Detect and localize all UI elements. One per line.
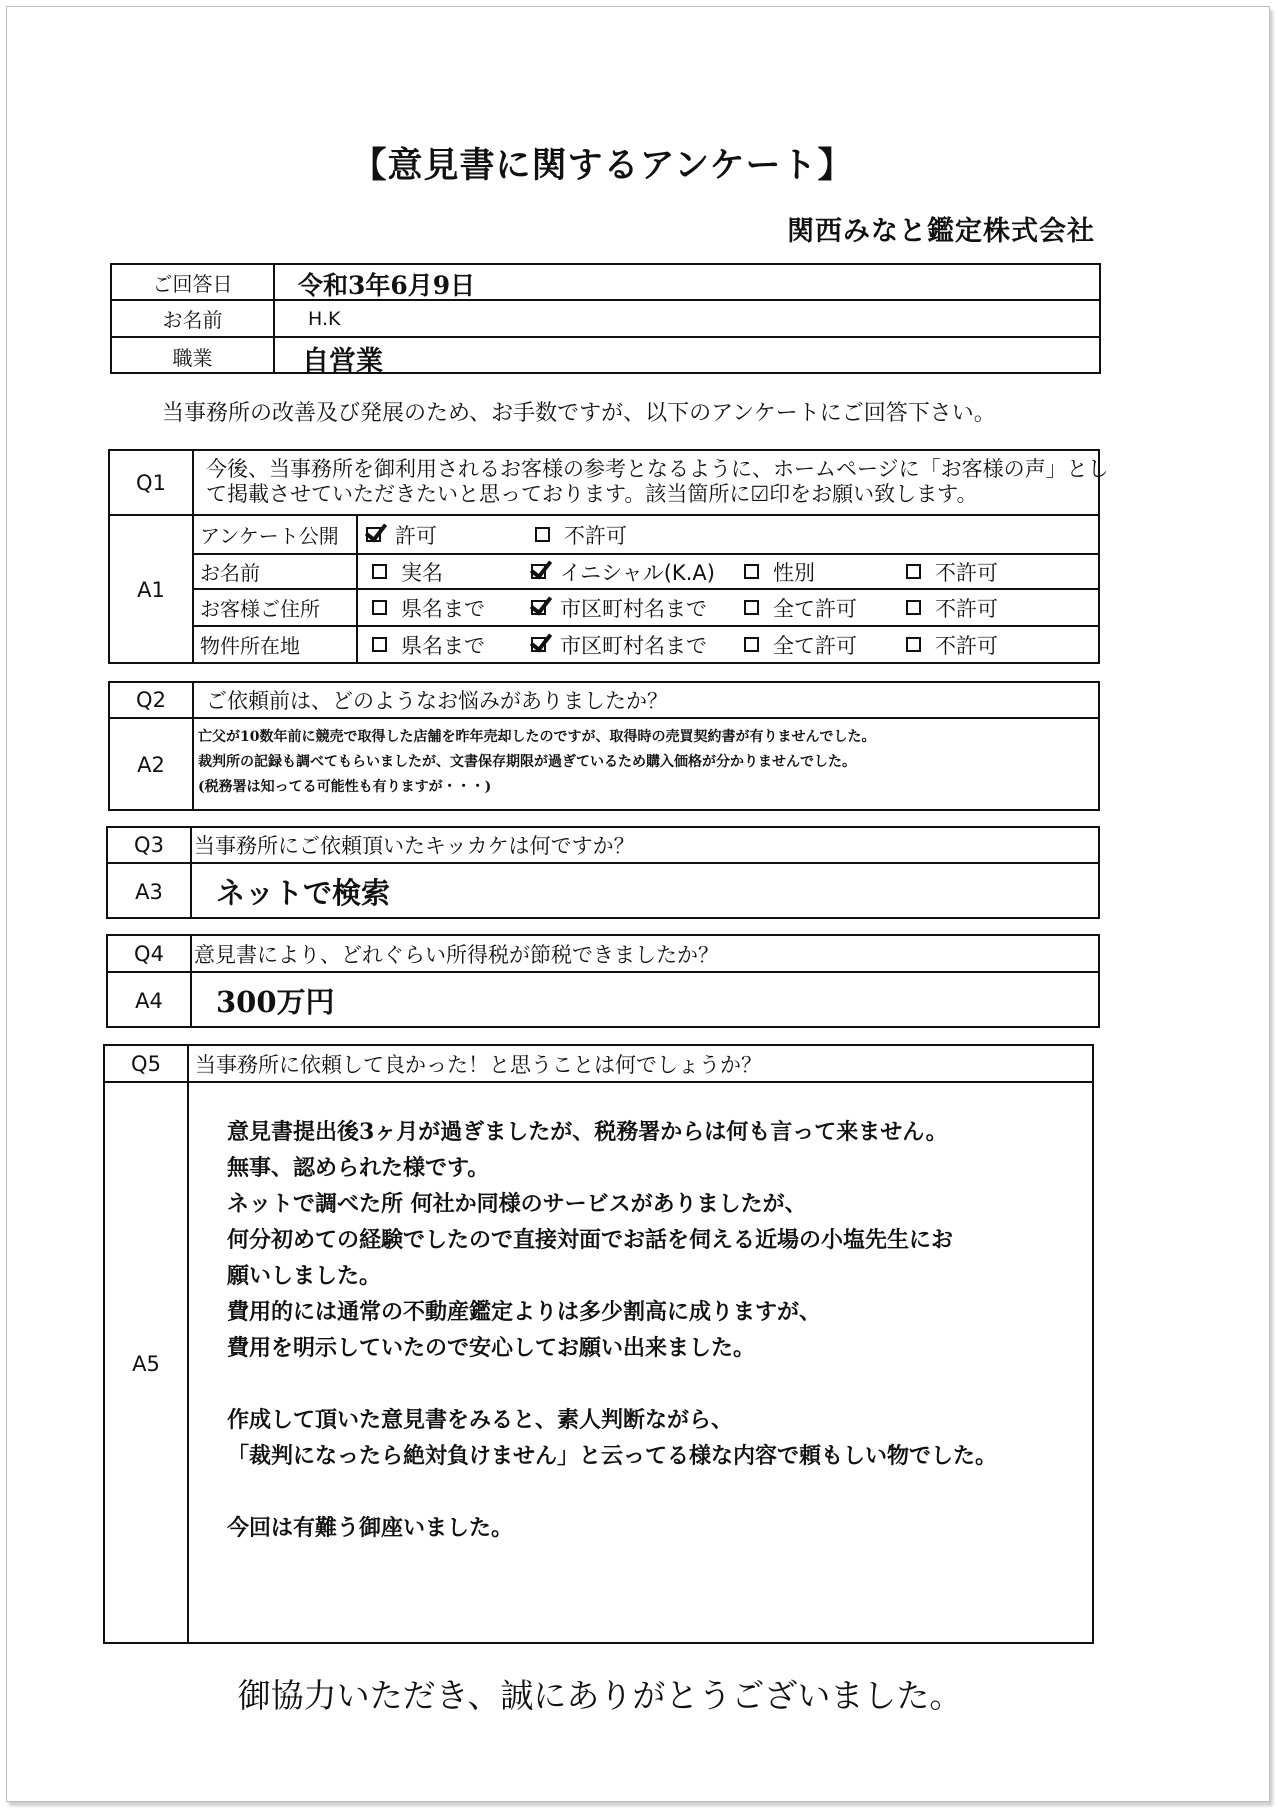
a2-answer [198,725,875,800]
option-label: 不許可 [564,523,627,548]
company-name: 関西みなと鑑定株式会社 [787,216,1095,247]
a1-row-label-address: お客様ご住所 [200,597,320,621]
option-label: 許可 [395,523,437,548]
checkbox-icon[interactable] [744,637,759,652]
a1-option-address-all[interactable] [744,590,857,625]
info-table [110,263,1101,377]
option-label: 全て許可 [773,633,857,658]
q1-label: Q1 [136,470,166,495]
checkbox-icon[interactable] [535,527,550,542]
option-label: 全て許可 [773,596,857,621]
a2-answer-line: (税務署は知ってる可能性も有りますが・・・) [198,779,492,795]
a5-answer-line: 費用的には通常の不動産鑑定よりは多少割高に成りますが、 [227,1299,822,1325]
a5-answer-line: ネットで調べた所 何社か同様のサービスがありましたが、 [227,1191,807,1217]
checkbox-icon[interactable] [372,564,387,579]
name-value: H.K [308,307,341,330]
q2-label: Q2 [136,688,166,712]
a1-row-label-property: 物件所在地 [200,634,300,658]
option-label: 市区町村名まで [560,596,707,621]
a5-answer-line: 費用を明示していたので安心してお願い出来ました。 [227,1335,756,1361]
a1-option-property-city[interactable] [531,627,707,662]
a1-option-property-pref[interactable] [372,627,485,662]
checkbox-icon[interactable] [906,637,921,652]
option-label: 不許可 [935,560,998,585]
a5-answer-line: 今回は有難う御座いました。 [227,1515,514,1541]
a1-option-name-initial[interactable] [531,555,715,588]
a1-option-name-deny[interactable] [906,555,998,588]
option-label: 県名まで [401,596,485,621]
checkbox-checked-icon[interactable] [366,527,381,542]
checkbox-icon[interactable] [906,600,921,615]
a3-answer: ネットで検索 [216,876,391,910]
checkbox-icon[interactable] [744,564,759,579]
a1-option-address-city[interactable] [531,590,707,625]
q5-label: Q5 [131,1051,161,1076]
a5-answer-line [227,1474,997,1510]
a5-answer-line [227,1366,997,1402]
a1-label: A1 [137,578,165,602]
a5-answer-line: 願いしました。 [227,1263,382,1289]
checkbox-checked-icon[interactable] [531,600,546,615]
name-label: お名前 [162,308,223,332]
a1-option-name-real[interactable] [372,555,443,588]
option-label: 不許可 [935,633,998,658]
date-label: ご回答日 [152,271,233,296]
checkbox-icon[interactable] [744,600,759,615]
a4-label: A4 [135,988,163,1013]
a1-row-label-publish: アンケート公開 [200,524,339,548]
a1-option-publish-allow[interactable] [366,516,437,553]
checkbox-icon[interactable] [372,637,387,652]
intro-text: 当事務所の改善及び発展のため、お手数ですが、以下のアンケートにご回答下さい。 [162,401,996,426]
q5-text: 当事務所に依頼して良かった！と思うことは何でしょうか？ [195,1052,762,1077]
a5-answer-line: 作成して頂いた意見書をみると、素人判断ながら、 [227,1407,734,1433]
q4-label: Q4 [134,941,164,966]
a1-row-label-name: お名前 [200,561,260,585]
date-value: 令和3年6月9日 [298,271,476,300]
a5-answer-line: 何分初めての経験でしたので直接対面でお話を伺える近場の小塩先生にお [227,1227,954,1253]
q1-text-line2: て掲載させていただきたいと思っております。該当箇所に☑印をお願い致します。 [206,482,978,506]
a5-label: A5 [132,1351,160,1376]
a5-answer-line: 意見書提出後3ヶ月が過ぎましたが、税務署からは何も言って来ません。 [227,1119,948,1145]
checkbox-icon[interactable] [372,600,387,615]
a4-answer: 300万円 [216,985,335,1019]
q3-label: Q3 [134,833,164,857]
job-label: 職業 [172,345,213,370]
a3-label: A3 [135,879,163,904]
a1-option-publish-deny[interactable] [535,516,627,553]
a2-answer-line: 亡父が10数年前に競売で取得した店舗を昨年売却したのですが、取得時の売買契約書が有りませんでした。 [198,729,876,745]
q3-a3-table [106,826,1100,919]
q4-a4-table [106,934,1100,1028]
a2-answer-line: 裁判所の記録も調べてもらいましたが、文書保存期限が過ぎているため購入価格が分かりませんでした。 [198,754,856,770]
option-label: 県名まで [401,633,485,658]
q3-text: 当事務所にご依頼頂いたキッカケは何ですか？ [194,834,635,858]
a2-label: A2 [137,753,165,777]
checkbox-checked-icon[interactable] [531,564,546,579]
q1-a1-table [108,449,1109,664]
option-label: 市区町村名まで [560,633,707,658]
a1-option-address-deny[interactable] [906,590,998,625]
q2-a2-table [108,681,1100,811]
q1-text-line1: 今後、当事務所を御利用されるお客様の参考となるように、ホームページに「お客様の声」とし [206,457,1109,481]
option-label: 実名 [401,560,443,585]
job-value: 自営業 [302,345,383,377]
a1-option-property-all[interactable] [744,627,857,662]
q1-text [206,457,1109,507]
a5-answer [227,1114,997,1546]
footer-thanks: 御協力いただき、誠にありがとうございました。 [237,1676,963,1715]
checkbox-icon[interactable] [906,564,921,579]
option-label: イニシャル(K.A) [560,560,715,585]
q4-text: 意見書により、どれぐらい所得税が節税できましたか？ [194,942,719,967]
a1-option-name-gender[interactable] [744,555,815,588]
page-title: 【意見書に関するアンケート】 [351,146,854,186]
a1-option-property-deny[interactable] [906,627,998,662]
option-label: 不許可 [935,596,998,621]
a1-option-address-pref[interactable] [372,590,485,625]
option-label: 性別 [773,560,815,585]
q2-text: ご依頼前は、どのようなお悩みがありましたか？ [206,689,668,713]
checkbox-checked-icon[interactable] [531,637,546,652]
a5-answer-line: 無事、認められた様です。 [227,1155,490,1181]
q5-a5-table [103,1044,1094,1644]
a5-answer-line: 「裁判になったら絶対負けません」と云ってる様な内容で頼もしい物でした。 [227,1443,998,1469]
